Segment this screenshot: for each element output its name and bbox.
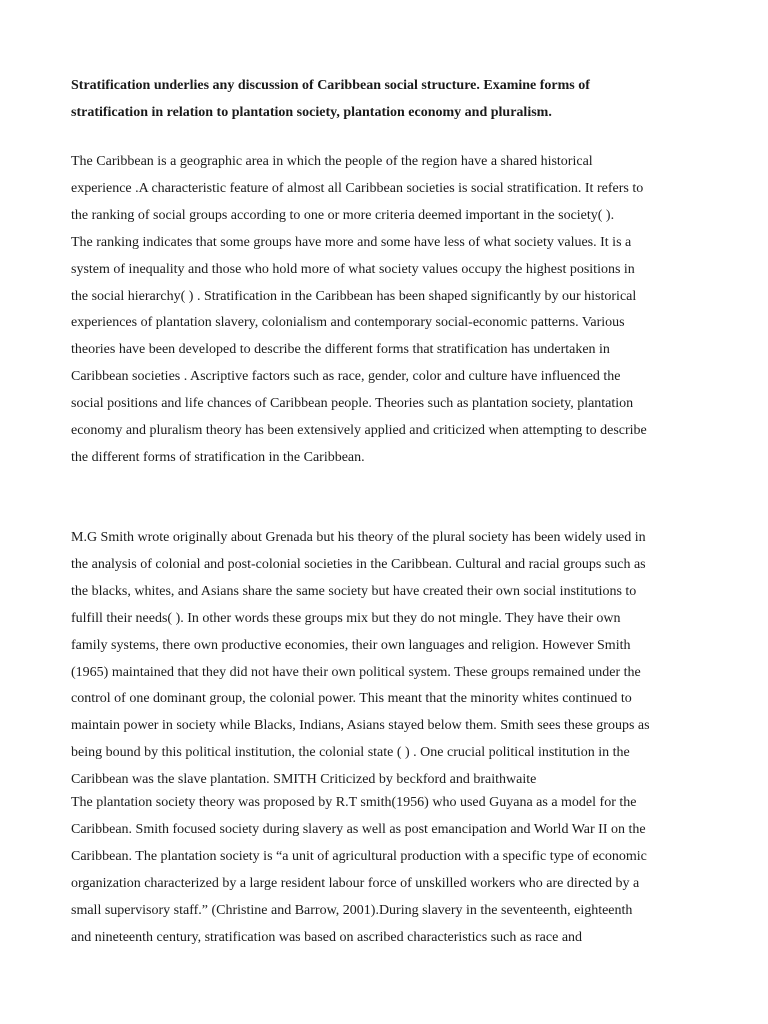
title-line: stratification in relation to plantation society, plantation economy and pluralism. bbox=[71, 105, 552, 120]
text-line: maintain power in society while Blacks, Indians, Asians stayed below them. Smith sees these groups as bbox=[71, 718, 650, 734]
text-line: family systems, there own productive economies, their own languages and religion. However Smith bbox=[71, 637, 631, 653]
text-line: theories have been developed to describe the different forms that stratification has undertaken in bbox=[71, 342, 610, 358]
text-line: The plantation society theory was proposed by R.T smith(1956) who used Guyana as a model for the bbox=[71, 795, 637, 810]
text-line: Caribbean. The plantation society is “a unit of agricultural production with a specific type of economic bbox=[71, 848, 647, 864]
text-line: the blacks, whites, and Asians share the same society but have created their own social institutions to bbox=[71, 583, 637, 599]
text-line: fulfill their needs( ). In other words these groups mix but they do not mingle. They have their own bbox=[71, 610, 621, 626]
text-line: the different forms of stratification in the Caribbean. bbox=[71, 449, 365, 465]
title-line: Stratification underlies any discussion of Caribbean social structure. Examine forms of bbox=[71, 78, 590, 93]
text-line: Caribbean. Smith focused society during slavery as well as post emancipation and World War II on the bbox=[71, 821, 646, 837]
text-line: the analysis of colonial and post-colonial societies in the Caribbean. Cultural and racial groups such as bbox=[71, 556, 646, 572]
paragraph-plantation-society bbox=[71, 790, 731, 951]
text-line: organization characterized by a large resident labour force of unskilled workers who are directed by a bbox=[71, 875, 640, 891]
text-line: experience .A characteristic feature of almost all Caribbean societies is social stratification. It refers to bbox=[71, 180, 644, 196]
text-line: small supervisory staff.” (Christine and Barrow, 2001).During slavery in the seventeenth, eighteenth bbox=[71, 902, 633, 918]
paragraph-intro bbox=[71, 149, 731, 472]
text-line: and nineteenth century, stratification was based on ascribed characteristics such as race and bbox=[71, 929, 583, 945]
text-line: experiences of plantation slavery, colonialism and contemporary social-economic patterns. Various bbox=[71, 315, 625, 331]
text-line: control of one dominant group, the colonial power. This meant that the minority whites continued to bbox=[71, 691, 632, 707]
text-line: being bound by this political institution, the colonial state ( ) . One crucial political institution in the bbox=[71, 745, 630, 761]
text-line: social positions and life chances of Caribbean people. Theories such as plantation society, plantation bbox=[71, 396, 634, 412]
text-line: system of inequality and those who hold more of what society values occupy the highest positions in bbox=[71, 261, 635, 277]
text-line: economy and pluralism theory has been extensively applied and criticized when attempting to describe bbox=[71, 423, 647, 439]
paragraph-plural-society bbox=[71, 525, 731, 794]
text-line: The ranking indicates that some groups have more and some have less of what society values. It is a bbox=[71, 234, 632, 250]
text-line: (1965) maintained that they did not have their own political system. These groups remained under the bbox=[71, 664, 641, 680]
text-line: Caribbean societies . Ascriptive factors such as race, gender, color and culture have influenced the bbox=[71, 369, 621, 385]
text-line: Caribbean was the slave plantation. SMITH Criticized by beckford and braithwaite bbox=[71, 772, 537, 788]
essay-title bbox=[71, 72, 711, 126]
text-line: the ranking of social groups according to one or more criteria deemed important in the society( ). bbox=[71, 207, 615, 223]
text-line: the social hierarchy( ) . Stratification in the Caribbean has been shaped significantly by our historical bbox=[71, 288, 637, 304]
text-line: The Caribbean is a geographic area in which the people of the region have a shared historical bbox=[71, 154, 593, 169]
text-line: M.G Smith wrote originally about Grenada but his theory of the plural society has been widely used in bbox=[71, 530, 646, 545]
